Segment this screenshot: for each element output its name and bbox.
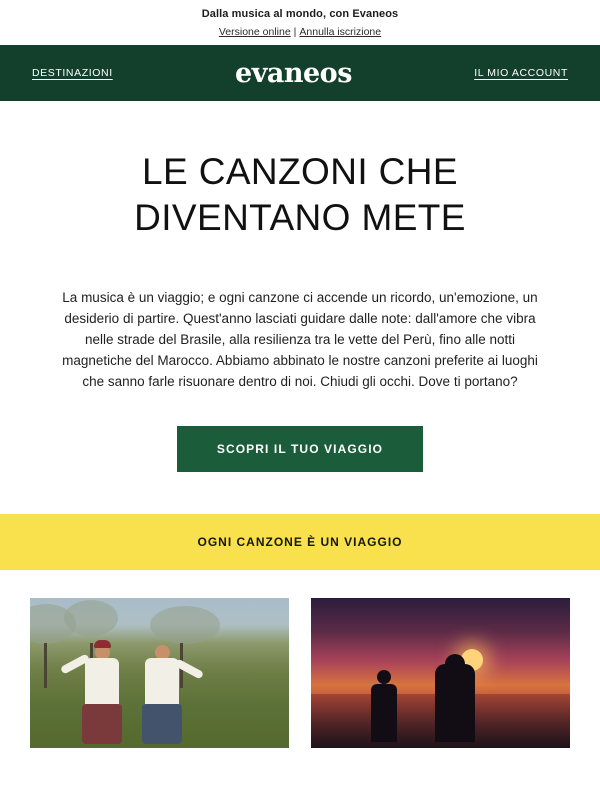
- silhouette-figure: [435, 664, 475, 742]
- preheader-links: [0, 25, 600, 39]
- tree-canopy-icon: [150, 606, 220, 644]
- section-banner: [0, 514, 600, 570]
- cta-container: [30, 426, 570, 472]
- hero-section: [0, 101, 600, 472]
- silhouette-head: [377, 670, 391, 684]
- dancer-arm: [174, 658, 204, 679]
- brand-logo[interactable]: evaneos: [235, 57, 352, 89]
- unsubscribe-link[interactable]: Annulla iscrizione: [299, 26, 382, 38]
- dancer-skirt: [142, 704, 182, 744]
- dancer-figure: [82, 640, 122, 744]
- nav-link-destinations[interactable]: DESTINAZIONI: [32, 67, 113, 79]
- preheader: [0, 0, 600, 45]
- photo-gallery: [0, 598, 600, 748]
- page-title-line-1: LE CANZONI CHE: [141, 151, 459, 192]
- photo-dancers[interactable]: [30, 598, 289, 748]
- dancer-cap: [94, 640, 111, 648]
- tree-canopy-icon: [64, 600, 118, 636]
- page-title: [30, 149, 570, 241]
- dancer-figure: [142, 645, 182, 744]
- dancer-body: [85, 658, 119, 710]
- page-title-line-2: DIVENTANO METE: [134, 197, 466, 238]
- discover-trip-button[interactable]: SCOPRI IL TUO VIAGGIO: [177, 426, 423, 472]
- section-banner-text: OGNI CANZONE È UN VIAGGIO: [197, 535, 403, 549]
- dancer-body: [145, 658, 179, 710]
- navigation-bar: [0, 45, 600, 101]
- nav-link-account[interactable]: IL MIO ACCOUNT: [474, 67, 568, 79]
- tree-trunk-icon: [44, 643, 47, 688]
- dancer-skirt: [82, 704, 122, 744]
- online-version-link[interactable]: Versione online: [218, 26, 291, 38]
- dancer-arm: [60, 653, 90, 674]
- silhouette-figure: [371, 684, 397, 742]
- preheader-tagline: Dalla musica al mondo, con Evaneos: [201, 8, 399, 20]
- photo-sunset[interactable]: [311, 598, 570, 748]
- intro-paragraph: La musica è un viaggio; e ogni canzone ci accende un ricordo, un'emozione, un desiderio di partire. Quest'anno lasciati guidare dalle note: dall'amore che vibra nelle strade del Brasile, alla resilienza tra le vette del Perù, fino alle notti magnetiche del Marocco. Abbiamo abbinato le nostre canzoni preferite ai luoghi che sanno farle risuonare dentro di noi. Chiudi gli occhi. Dove ti portano?: [62, 290, 538, 389]
- preheader-separator: |: [293, 26, 297, 38]
